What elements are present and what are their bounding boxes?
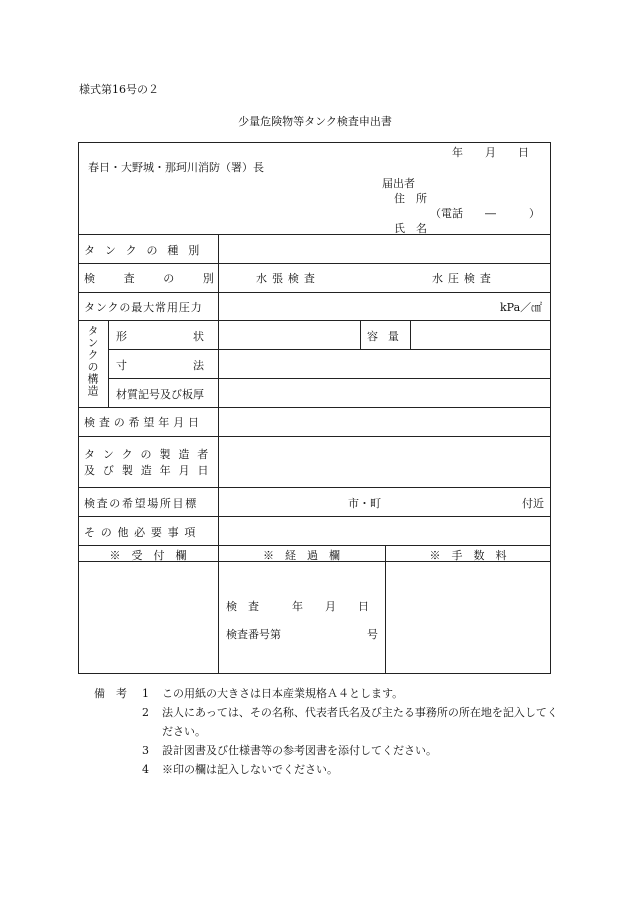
divider	[78, 545, 551, 546]
progress-header: ※ 経 過 欄	[263, 549, 340, 562]
inspection-number-suffix: 号	[367, 628, 378, 641]
page-title: 少量危険物等タンク検査申出書	[238, 115, 392, 128]
address-label: 住 所	[394, 192, 427, 205]
structure-label: タンクの構造	[86, 325, 99, 397]
nearby-text: 付近	[522, 497, 544, 510]
inspection-type-label: 検査の別	[84, 272, 243, 285]
capacity-label: 容量	[367, 330, 409, 343]
note-item	[94, 741, 564, 760]
note-item	[94, 684, 564, 703]
water-pressure-option[interactable]: 水圧検査	[432, 272, 496, 285]
tank-type-label: タンクの種別	[84, 244, 210, 257]
note-number: 1	[142, 687, 149, 700]
divider	[78, 436, 551, 437]
notes-section	[94, 684, 564, 779]
inspection-number-label: 検査番号第	[226, 628, 281, 641]
form-table	[78, 142, 551, 674]
note-number: 2	[142, 706, 149, 719]
dimensions-label: 寸法	[116, 359, 270, 372]
note-item	[94, 760, 564, 779]
phone-label: （電話 ― ）	[430, 207, 540, 220]
divider	[410, 320, 411, 349]
notes-label: 備 考	[94, 687, 127, 700]
shape-label: 形状	[116, 330, 270, 343]
divider	[78, 263, 551, 264]
note-number: 4	[142, 763, 149, 776]
divider	[78, 320, 551, 321]
material-label: 材質記号及び板厚	[116, 388, 204, 401]
note-text: 設計図書及び仕様書等の参考図書を添付してください。	[162, 744, 437, 757]
divider	[78, 516, 551, 517]
name-label: 氏 名	[394, 222, 427, 235]
note-number: 3	[142, 744, 149, 757]
divider	[78, 292, 551, 293]
divider	[108, 378, 551, 379]
note-text: ※印の欄は記入しないでください。	[162, 763, 338, 776]
reception-header: ※ 受 付 欄	[109, 549, 187, 562]
divider	[108, 349, 551, 350]
notifier-label: 届出者	[382, 177, 415, 190]
divider	[78, 487, 551, 488]
divider	[78, 234, 551, 235]
pressure-unit: kPa／㎠	[500, 301, 543, 314]
desired-date-label: 検査の希望年月日	[84, 416, 203, 429]
addressee: 春日・大野城・那珂川消防（署）長	[88, 161, 264, 174]
other-label: その他必要事項	[84, 526, 202, 539]
form-number: 様式第16号の２	[79, 83, 159, 96]
location-label: 検査の希望場所目標	[84, 497, 198, 510]
divider	[385, 545, 386, 674]
maker-label-1: タンクの製造者	[84, 448, 217, 461]
divider	[108, 320, 109, 407]
note-item	[94, 703, 564, 741]
divider	[218, 545, 219, 674]
fee-header: ※ 手 数 料	[429, 549, 507, 562]
maker-label-2: 及び製造年月日	[84, 464, 217, 477]
city-town-text: 市・町	[348, 497, 381, 510]
note-text: 法人にあっては、その名称、代表者氏名及び主たる事務所の所在地を記入してください。	[162, 706, 558, 738]
date-field[interactable]: 年 月 日	[452, 146, 529, 159]
divider	[78, 407, 551, 408]
divider	[360, 320, 361, 349]
inspection-date: 検 査 年 月 日	[226, 600, 369, 613]
note-text: この用紙の大きさは日本産業規格Ａ４とします。	[162, 687, 404, 700]
water-fill-option[interactable]: 水張検査	[256, 272, 320, 285]
max-pressure-label: タンクの最大常用圧力	[84, 301, 203, 314]
